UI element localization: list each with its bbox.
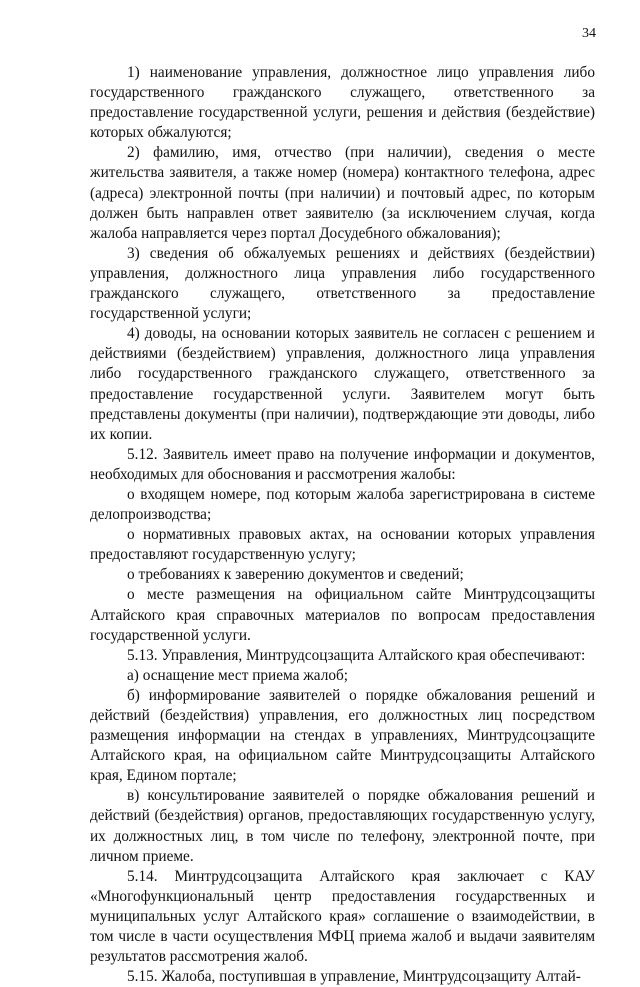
paragraph: б) информирование заявителей о порядке обжалования решений и действий (бездействия) управления, его должностных лиц посредством размещения информации на стендах в управлениях, Минтрудсоцзащите Алтайского края, на официальном сайте Минтрудсоцзащиты Алтайского края, Едином портале; (90, 686, 595, 785)
paragraph: а) оснащение мест приема жалоб; (127, 666, 349, 684)
paragraph: о месте размещения на официальном сайте Минтрудсоцзащиты Алтайского края справочных материалов по вопросам предоставления государственной услуги. (90, 586, 595, 644)
paragraph: в) консультирование заявителей о порядке обжалования решений и действий (бездействия) органов, предоставляющих государственную услугу, их должностных лиц, в том числе по телефону, электронной почте, при личном приеме. (90, 787, 595, 865)
paragraph: 3) сведения об обжалуемых решениях и действиях (бездействии) управления, должностного лица управления либо государственного гражданского служащего, ответственного за предоставление государственной услуги; (90, 244, 595, 323)
paragraph: 5.13. Управления, Минтрудсоцзащита Алтайского края обеспечивают: (127, 646, 586, 664)
paragraph: 5.15. Жалоба, поступившая в управление, Минтрудсоцзащиту Алтай- (127, 968, 581, 986)
paragraph: 2) фамилию, имя, отчество (при наличии), сведения о месте жительства заявителя, а также номер (номера) контактного телефона, адрес (адреса) электронной почты (при наличии) и почтовый адрес, по которым должен быть направлен ответ заявителю (за исключением случая, когда жалоба направляется через портал Досудебного обжалования); (90, 144, 595, 242)
paragraph: 5.14. Минтрудсоцзащита Алтайского края заключает с КАУ «Многофункциональный центр предоставления государственных и муниципальных услуг Алтайского края» соглашение о взаимодействии, в том числе в части осуществления МФЦ приема жалоб и выдачи заявителям результатов рассмотрения жалоб. (90, 867, 595, 966)
paragraph: о входящем номере, под которым жалоба зарегистрирована в системе делопроизводства; (90, 485, 595, 524)
paragraph: 4) доводы, на основании которых заявитель не согласен с решением и действиями (бездействием) управления, должностного лица управления либо государственного гражданского служащего, ответственного за предоставление государственной услуги. Заявителем могут быть представлены документы (при наличии), подтверждающие эти доводы, либо их копии. (90, 325, 595, 443)
document-body (90, 63, 595, 987)
paragraph: о нормативных правовых актах, на основании которых управления предоставляют государственную услугу; (90, 526, 595, 564)
page-number: 34 (582, 26, 596, 41)
paragraph: 1) наименование управления, должностное лицо управления либо государственного гражданского служащего, ответственного за предоставление государственной услуги, решения и действия (бездействие) которых обжалуются; (90, 64, 595, 142)
paragraph: о требованиях к заверению документов и сведений; (127, 566, 464, 584)
paragraph: 5.12. Заявитель имеет право на получение информации и документов, необходимых для обоснования и рассмотрения жалобы: (90, 445, 595, 483)
